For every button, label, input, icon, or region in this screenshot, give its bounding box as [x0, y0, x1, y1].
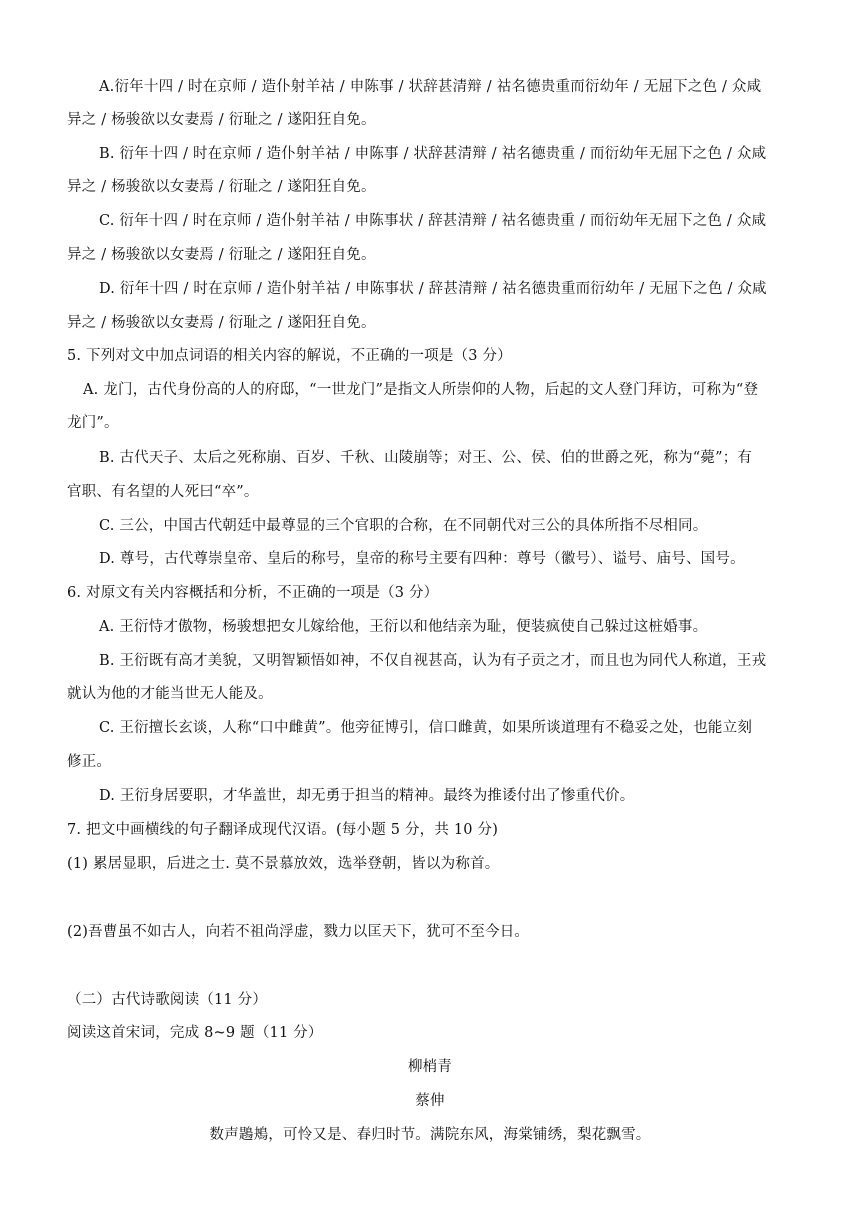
q4-option-c-line1: C. 衍年十四 / 时在京师 / 造仆射羊祜 / 申陈事状 / 辞甚清辩 / 祜名德贵重 / 而衍幼年无屈下之色 / 众咸 [99, 213, 767, 229]
section-heading: （二）古代诗歌阅读（11 分） [67, 992, 268, 1008]
q7-sentence-2: (2)吾曹虽不如古人，向若不祖尚浮虚，戮力以匡天下，犹可不至今日。 [67, 924, 530, 940]
q5-option-a-line2: 龙门”。 [67, 415, 119, 431]
q6-option-a: A. 王衍恃才傲物，杨骏想把女儿嫁给他，王衍以和他结亲为耻，便装疯使自己躲过这桩婚事。 [99, 619, 708, 635]
q5-option-a-line1: A. 龙门，古代身份高的人的府邸，“一世龙门”是指文人所崇仰的人物，后起的文人登门拜访，可称为“登 [83, 382, 759, 398]
q7-sentence-1: (1) 累居显职，后进之士. 莫不景慕放效，选举登朝，皆以为称首。 [67, 856, 500, 872]
poem-author: 蔡伸 [415, 1093, 445, 1109]
q4-option-d-line2: 异之 / 杨骏欲以女妻焉 / 衍耻之 / 遂阳狂自免。 [67, 315, 376, 331]
q4-option-c-line2: 异之 / 杨骏欲以女妻焉 / 衍耻之 / 遂阳狂自免。 [67, 247, 376, 263]
q5-option-d: D. 尊号，古代尊崇皇帝、皇后的称号，皇帝的称号主要有四种：尊号（徽号）、谥号、庙号、国号。 [99, 551, 745, 567]
section-instruction: 阅读这首宋词，完成 8~9 题（11 分） [67, 1025, 323, 1041]
q5-option-c: C. 三公，中国古代朝廷中最尊显的三个官职的合称，在不同朝代对三公的具体所指不尽相同。 [99, 518, 708, 534]
q5-option-b-line1: B. 古代天子、太后之死称崩、百岁、千秋、山陵崩等；对王、公、侯、伯的世爵之死，称为“薨”；有 [99, 450, 753, 466]
poem-title: 柳梢青 [407, 1059, 453, 1075]
poem-line-1: 数声鶗鴂，可怜又是、春归时节。满院东风，海棠铺绣，梨花飘雪。 [209, 1127, 651, 1143]
q6-option-b-line2: 就认为他的才能当世无人能及。 [67, 686, 273, 702]
q6-option-c-line1: C. 王衍擅长玄谈，人称“口中雌黄”。他旁征博引，信口雌黄，如果所谈道理有不稳妥之处，也能立刻 [99, 720, 753, 736]
q6-option-b-line1: B. 王衍既有高才美貌，又明智颖悟如神，不仅自视甚高，认为有子贡之才，而且也为同代人称道，王戎 [99, 653, 767, 669]
q5-option-b-line2: 官职、有名望的人死曰“卒”。 [67, 484, 259, 500]
q4-option-a-line2: 异之 / 杨骏欲以女妻焉 / 衍耻之 / 遂阳狂自免。 [67, 112, 376, 128]
q4-option-d-line1: D. 衍年十四 / 时在京师 / 造仆射羊祜 / 申陈事状 / 辞甚清辩 / 祜名德贵重而衍幼年 / 无屈下之色 / 众咸 [99, 281, 767, 297]
q4-option-b-line2: 异之 / 杨骏欲以女妻焉 / 衍耻之 / 遂阳狂自免。 [67, 179, 376, 195]
q4-option-a-line1: A.衍年十四 / 时在京师 / 造仆射羊祜 / 申陈事 / 状辞甚清辩 / 祜名德贵重而衍幼年 / 无屈下之色 / 众咸 [99, 79, 762, 95]
q6-stem: 6. 对原文有关内容概括和分析，不正确的一项是（3 分） [67, 585, 439, 601]
q4-option-b-line1: B. 衍年十四 / 时在京师 / 造仆射羊祜 / 申陈事 / 状辞甚清辩 / 祜名德贵重 / 而衍幼年无屈下之色 / 众咸 [99, 146, 767, 162]
q6-option-d: D. 王衍身居要职，才华盖世，却无勇于担当的精神。最终为推诿付出了惨重代价。 [99, 788, 635, 804]
q5-stem: 5. 下列对文中加点词语的相关内容的解说，不正确的一项是（3 分） [67, 348, 512, 364]
q7-stem: 7. 把文中画横线的句子翻译成现代汉语。(每小题 5 分，共 10 分) [67, 822, 499, 838]
q6-option-c-line2: 修正。 [67, 754, 112, 770]
